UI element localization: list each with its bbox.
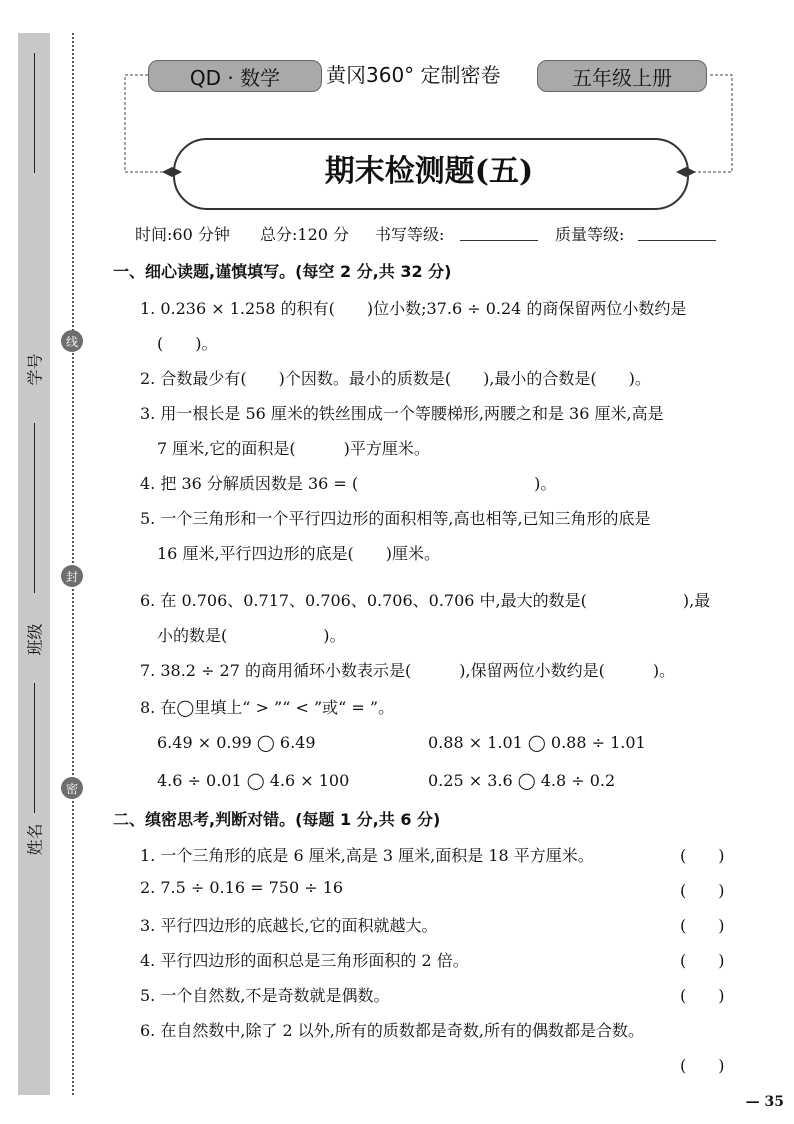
question-line: 4. 把 36 分解质因数是 36 = ( )。 [140, 474, 557, 493]
compare-item: 4.6 ÷ 0.01 ◯ 4.6 × 100 [157, 771, 350, 790]
seal-dotted-line [72, 33, 74, 1095]
quality-grade-label: 质量等级: [555, 225, 625, 244]
time-info: 时间:60 分钟 [135, 225, 230, 244]
quality-grade-blank [638, 240, 716, 241]
writing-grade-label: 书写等级: [375, 225, 445, 244]
judge-item: 4. 平行四边形的面积总是三角形面积的 2 倍。 [140, 951, 469, 970]
judge-item: 2. 7.5 ÷ 0.16 = 750 ÷ 16 [140, 878, 344, 897]
answer-paren: ( ) [680, 986, 725, 1005]
question-line: 2. 合数最少有( )个因数。最小的质数是( ),最小的合数是( )。 [140, 369, 651, 388]
answer-paren: ( ) [680, 951, 725, 970]
judge-item: 6. 在自然数中,除了 2 以外,所有的质数都是奇数,所有的偶数都是合数。 [140, 1021, 644, 1040]
question-line: 5. 一个三角形和一个平行四边形的面积相等,高也相等,已知三角形的底是 [140, 509, 651, 528]
seal-mark-line: 线 [61, 330, 83, 352]
question-line: ( )。 [157, 334, 218, 353]
compare-item: 6.49 × 0.99 ◯ 6.49 [157, 733, 316, 752]
answer-paren: ( ) [680, 1056, 725, 1075]
question-line: 7. 38.2 ÷ 27 的商用循环小数表示是( ),保留两位小数约是( )。 [140, 661, 676, 680]
id-blank-line [34, 53, 35, 173]
class-blank-line [34, 423, 35, 593]
compare-item: 0.88 × 1.01 ◯ 0.88 ÷ 1.01 [428, 733, 646, 752]
answer-paren: ( ) [680, 846, 725, 865]
id-label: 学号 [25, 353, 45, 386]
name-label: 姓名 [25, 823, 45, 856]
seal-mark-seal: 封 [61, 565, 83, 587]
seal-mark-secret: 密 [61, 777, 83, 799]
class-label: 班级 [25, 623, 45, 656]
page-title: 期末检测题(五) [324, 154, 534, 189]
binding-sidebar [18, 33, 50, 1095]
question-line: 8. 在◯里填上“ > ”“ < ”或“ = ”。 [140, 698, 395, 717]
question-line: 16 厘米,平行四边形的底是( )厘米。 [157, 544, 441, 563]
writing-grade-blank [460, 240, 538, 241]
compare-item: 0.25 × 3.6 ◯ 4.8 ÷ 0.2 [428, 771, 616, 790]
judge-item: 5. 一个自然数,不是奇数就是偶数。 [140, 986, 390, 1005]
section1-heading: 一、细心读题,谨慎填写。(每空 2 分,共 32 分) [113, 262, 452, 281]
question-line: 6. 在 0.706、0.717、0.706、0.706、0.706 中,最大的数是( ),最 [140, 591, 711, 610]
series-title: 黄冈360° 定制密卷 [326, 63, 501, 87]
answer-paren: ( ) [680, 916, 725, 935]
question-line: 小的数是( )。 [157, 626, 346, 645]
section2-heading: 二、缜密思考,判断对错。(每题 1 分,共 6 分) [113, 810, 441, 829]
grade-badge: 五年级上册 [537, 60, 707, 92]
subject-badge: QD · 数学 [148, 60, 322, 92]
page-number: — 35 [745, 1094, 784, 1110]
question-line: 7 厘米,它的面积是( )平方厘米。 [157, 439, 430, 458]
judge-item: 1. 一个三角形的底是 6 厘米,高是 3 厘米,面积是 18 平方厘米。 [140, 846, 594, 865]
question-line: 1. 0.236 × 1.258 的积有( )位小数;37.6 ÷ 0.24 的商保留两位小数约是 [140, 299, 687, 318]
name-blank-line [34, 683, 35, 813]
question-line: 3. 用一根长是 56 厘米的铁丝围成一个等腰梯形,两腰之和是 36 厘米,高是 [140, 404, 664, 423]
score-info: 总分:120 分 [260, 225, 350, 244]
judge-item: 3. 平行四边形的底越长,它的面积就越大。 [140, 916, 438, 935]
answer-paren: ( ) [680, 881, 725, 900]
